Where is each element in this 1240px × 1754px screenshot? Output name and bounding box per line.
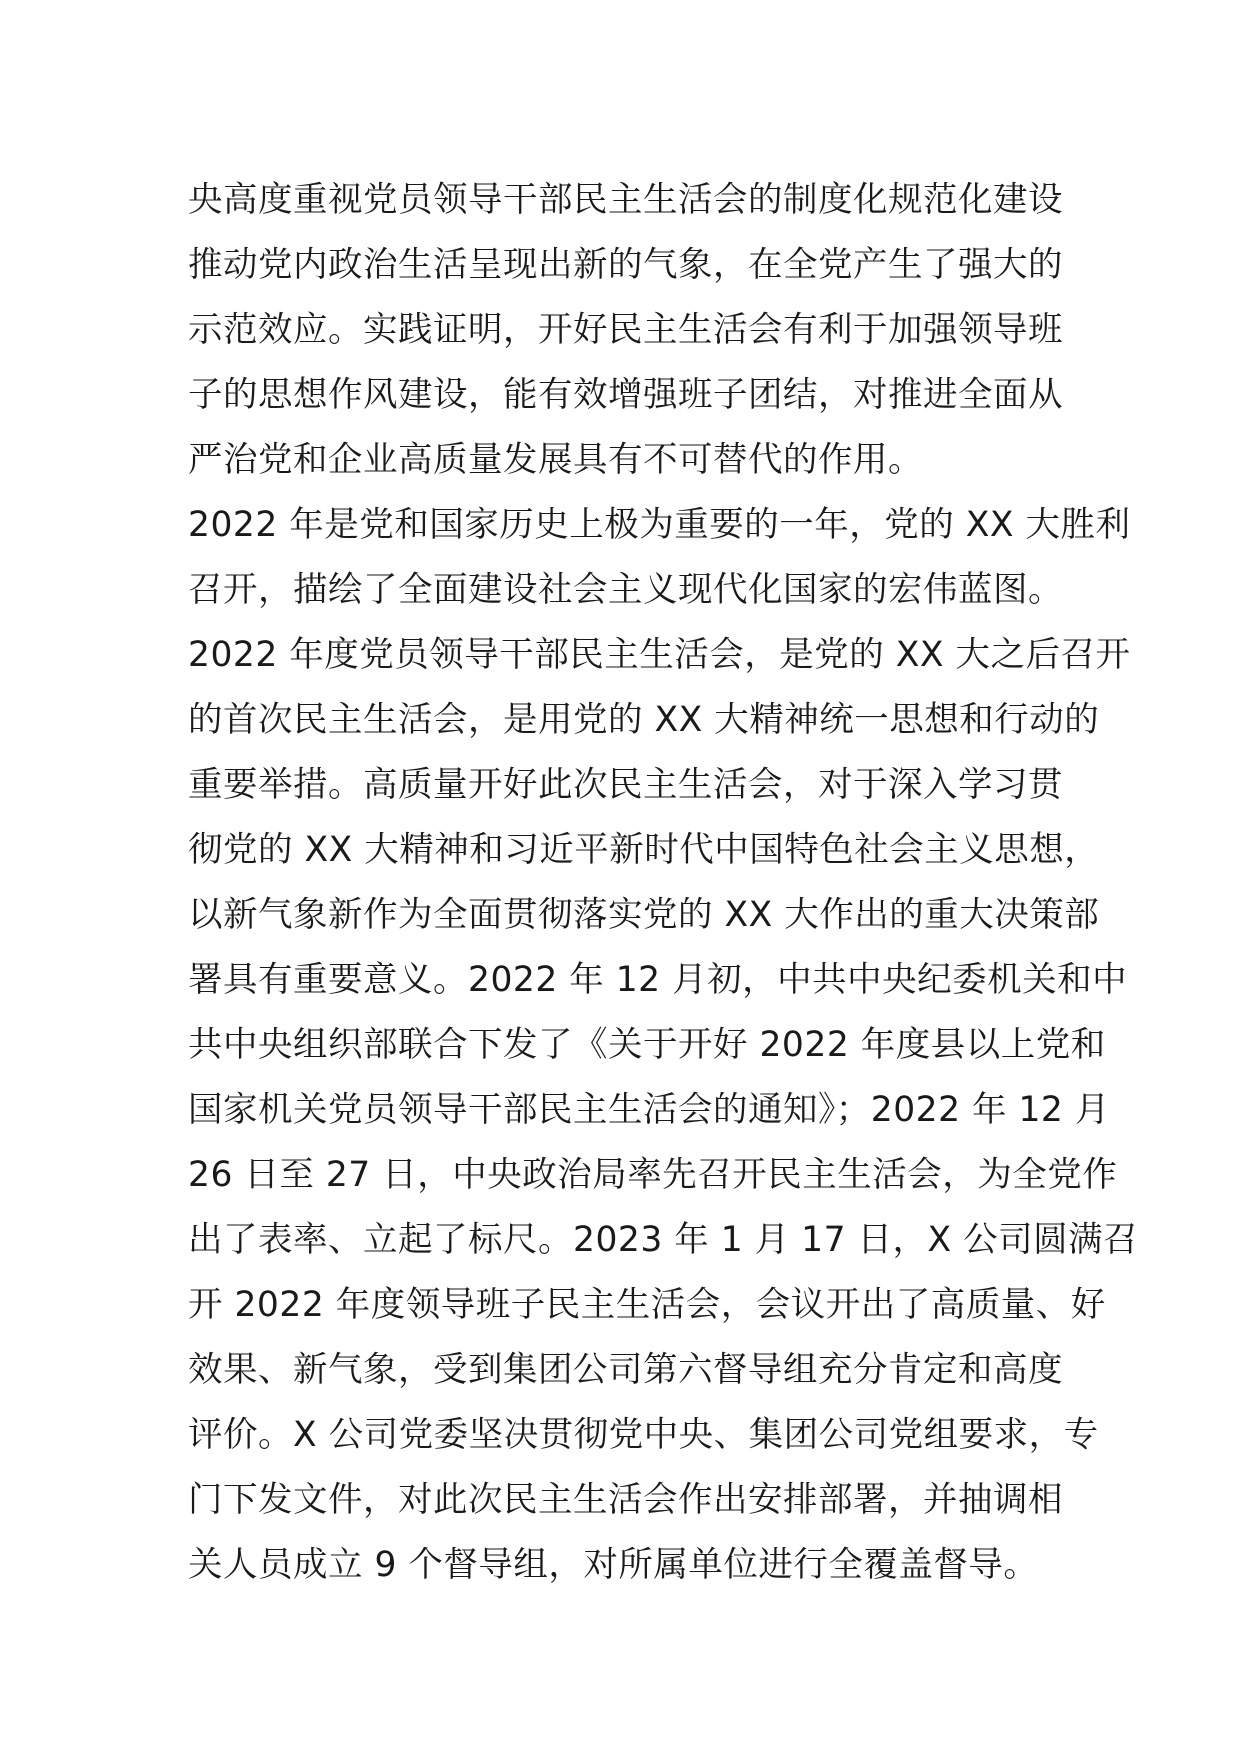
text-line: 2022 年是党和国家历史上极为重要的一年，党的 XX 大胜利 bbox=[188, 505, 1131, 545]
text-line: 评价。X 公司党委坚决贯彻党中央、集团公司党组要求，专 bbox=[188, 1415, 1099, 1455]
document-body bbox=[188, 168, 1139, 1598]
text-line: 推动党内政治生活呈现出新的气象，在全党产生了强大的 bbox=[188, 245, 1063, 285]
text-line: 出了表率、立起了标尺。2023 年 1 月 17 日，X 公司圆满召 bbox=[188, 1220, 1139, 1260]
text-line: 2022 年度党员领导干部民主生活会，是党的 XX 大之后召开 bbox=[188, 635, 1131, 675]
text-line: 关人员成立 9 个督导组，对所属单位进行全覆盖督导。 bbox=[188, 1545, 1039, 1585]
text-line: 央高度重视党员领导干部民主生活会的制度化规范化建设 bbox=[188, 180, 1063, 220]
text-line: 开 2022 年度领导班子民主生活会，会议开出了高质量、好 bbox=[188, 1285, 1106, 1325]
text-line: 效果、新气象，受到集团公司第六督导组充分肯定和高度 bbox=[188, 1350, 1063, 1390]
text-line: 署具有重要意义。2022 年 12 月初，中共中央纪委机关和中 bbox=[188, 960, 1128, 1000]
text-line: 子的思想作风建设，能有效增强班子团结，对推进全面从 bbox=[188, 375, 1063, 415]
text-line: 26 日至 27 日，中央政治局率先召开民主生活会，为全党作 bbox=[188, 1155, 1118, 1195]
text-line: 的首次民主生活会，是用党的 XX 大精神统一思想和行动的 bbox=[188, 700, 1100, 740]
text-line: 国家机关党员领导干部民主生活会的通知》；2022 年 12 月 bbox=[188, 1090, 1110, 1130]
text-line: 重要举措。高质量开好此次民主生活会，对于深入学习贯 bbox=[188, 765, 1063, 805]
text-line: 门下发文件，对此次民主生活会作出安排部署，并抽调相 bbox=[188, 1480, 1063, 1520]
text-line: 彻党的 XX 大精神和习近平新时代中国特色社会主义思想， bbox=[188, 830, 1100, 870]
text-line: 共中央组织部联合下发了《关于开好 2022 年度县以上党和 bbox=[188, 1025, 1106, 1065]
text-line: 以新气象新作为全面贯彻落实党的 XX 大作出的重大决策部 bbox=[188, 895, 1100, 935]
text-line: 严治党和企业高质量发展具有不可替代的作用。 bbox=[188, 440, 923, 480]
text-line: 示范效应。实践证明，开好民主生活会有利于加强领导班 bbox=[188, 310, 1063, 350]
text-line: 召开，描绘了全面建设社会主义现代化国家的宏伟蓝图。 bbox=[188, 570, 1063, 610]
